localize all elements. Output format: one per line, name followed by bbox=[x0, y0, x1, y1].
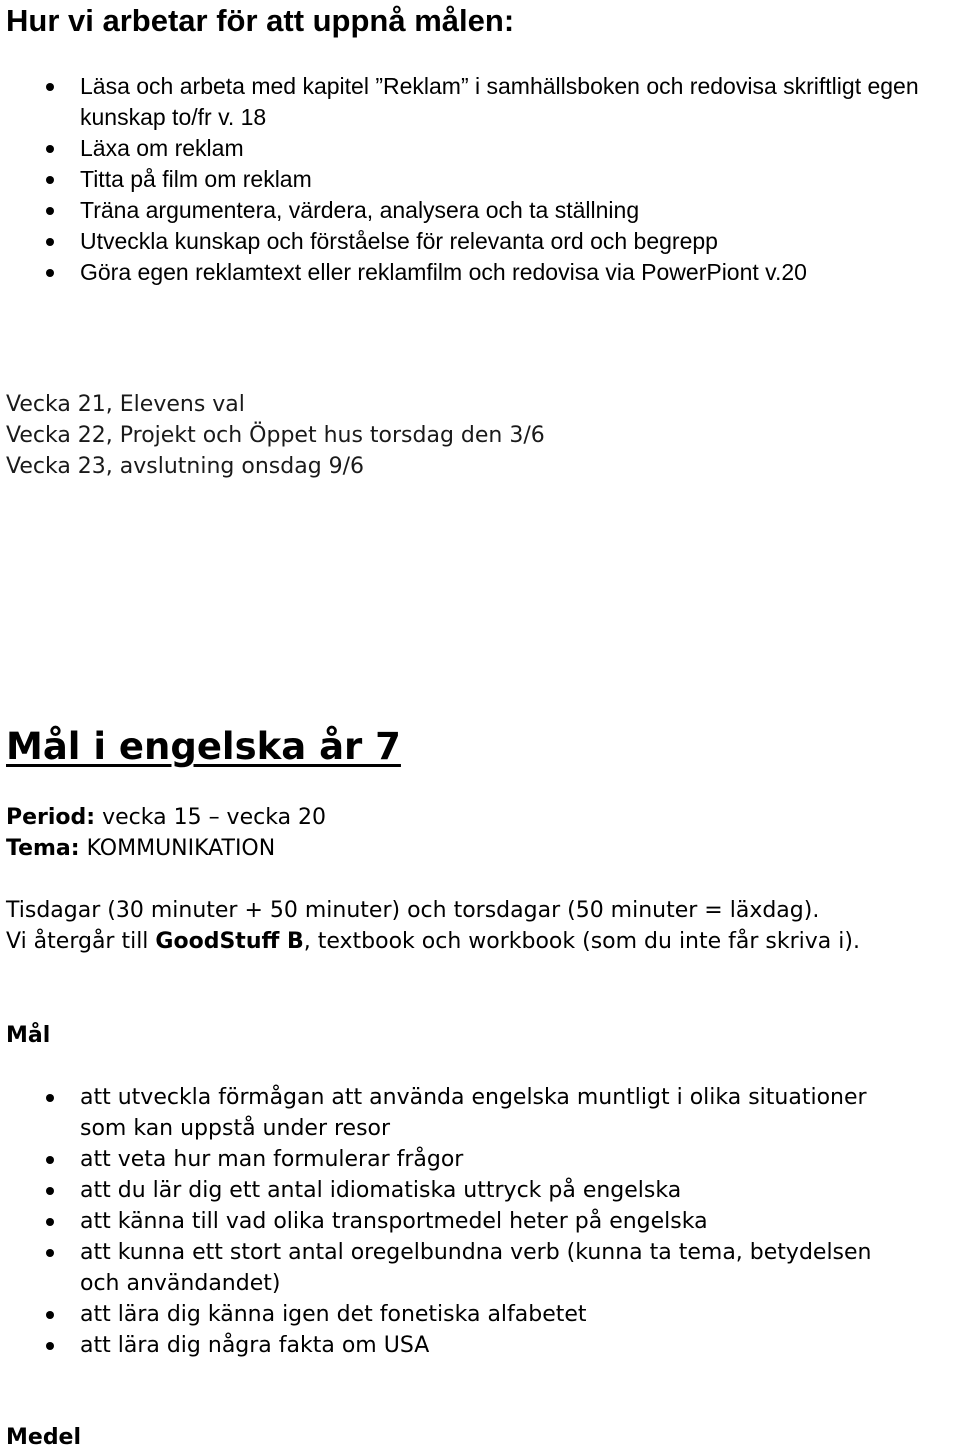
list-item-text: att lära dig några fakta om USA bbox=[80, 1333, 430, 1358]
week-21-line: Vecka 21, Elevens val bbox=[6, 392, 245, 417]
goals-heading: Mål bbox=[6, 1023, 51, 1048]
list-item-text: Titta på film om reklam bbox=[80, 166, 312, 192]
list-item bbox=[6, 226, 956, 257]
list-item-text: att utveckla förmågan att använda engelska muntligt i olika situationer som kan uppstå under resor bbox=[80, 1085, 867, 1141]
list-item bbox=[6, 1082, 906, 1144]
list-item-text: Läxa om reklam bbox=[80, 135, 244, 161]
list-item-text: att kunna ett stort antal oregelbundna verb (kunna ta tema, betydelsen och användandet) bbox=[80, 1240, 872, 1296]
theme-line bbox=[6, 833, 275, 864]
schedule-text: Tisdagar (30 minuter + 50 minuter) och torsdagar (50 minuter = läxdag). bbox=[6, 898, 820, 923]
book-text-post: , textbook och workbook (som du inte får skriva i). bbox=[303, 929, 860, 954]
list-item-text: att du lär dig ett antal idiomatiska uttryck på engelska bbox=[80, 1178, 682, 1203]
bullet-icon bbox=[46, 238, 54, 246]
bullet-icon bbox=[46, 145, 54, 153]
list-item bbox=[6, 164, 956, 195]
english-goals-title: Mål i engelska år 7 bbox=[6, 725, 401, 768]
list-item bbox=[6, 1175, 906, 1206]
list-item bbox=[6, 1237, 906, 1299]
bullet-icon bbox=[46, 1156, 54, 1164]
week-23-line: Vecka 23, avslutning onsdag 9/6 bbox=[6, 454, 365, 479]
means-heading: Medel bbox=[6, 1425, 82, 1450]
book-title: GoodStuff B bbox=[155, 929, 304, 954]
list-item bbox=[6, 257, 956, 288]
work-methods-list bbox=[6, 71, 956, 288]
list-item bbox=[6, 1144, 906, 1175]
period-label: Period: bbox=[6, 805, 96, 830]
list-item-text: Göra egen reklamtext eller reklamfilm och redovisa via PowerPiont v.20 bbox=[80, 259, 807, 285]
bullet-icon bbox=[46, 1249, 54, 1257]
book-text-pre: Vi återgår till bbox=[6, 929, 156, 954]
list-item bbox=[6, 1299, 906, 1330]
bullet-icon bbox=[46, 269, 54, 277]
list-item bbox=[6, 71, 956, 133]
list-item-text: Träna argumentera, värdera, analysera och ta ställning bbox=[80, 197, 640, 223]
bullet-icon bbox=[46, 207, 54, 215]
week-22-line: Vecka 22, Projekt och Öppet hus torsdag den 3/6 bbox=[6, 423, 545, 448]
bullet-icon bbox=[46, 1094, 54, 1102]
section-heading-work-methods: Hur vi arbetar för att uppnå målen: bbox=[6, 3, 515, 38]
list-item-text: Utveckla kunskap och förståelse för relevanta ord och begrepp bbox=[80, 228, 718, 254]
list-item bbox=[6, 1330, 906, 1361]
theme-label: Tema: bbox=[6, 836, 80, 861]
list-item-text: att veta hur man formulerar frågor bbox=[80, 1147, 464, 1172]
list-item-text: att känna till vad olika transportmedel heter på engelska bbox=[80, 1209, 708, 1234]
bullet-icon bbox=[46, 176, 54, 184]
list-item bbox=[6, 133, 956, 164]
bullet-icon bbox=[46, 1311, 54, 1319]
bullet-icon bbox=[46, 1342, 54, 1350]
list-item-text: att lära dig känna igen det fonetiska alfabetet bbox=[80, 1302, 587, 1327]
list-item bbox=[6, 195, 956, 226]
theme-value: KOMMUNIKATION bbox=[79, 836, 276, 861]
english-goals-list bbox=[6, 1082, 906, 1361]
list-item-text: Läsa och arbeta med kapitel ”Reklam” i samhällsboken och redovisa skriftligt egen kunskap to/fr v. 18 bbox=[80, 73, 919, 130]
list-item bbox=[6, 1206, 906, 1237]
period-value: vecka 15 – vecka 20 bbox=[95, 805, 327, 830]
book-text bbox=[6, 926, 956, 957]
bullet-icon bbox=[46, 1187, 54, 1195]
bullet-icon bbox=[46, 83, 54, 91]
period-line bbox=[6, 802, 326, 833]
bullet-icon bbox=[46, 1218, 54, 1226]
